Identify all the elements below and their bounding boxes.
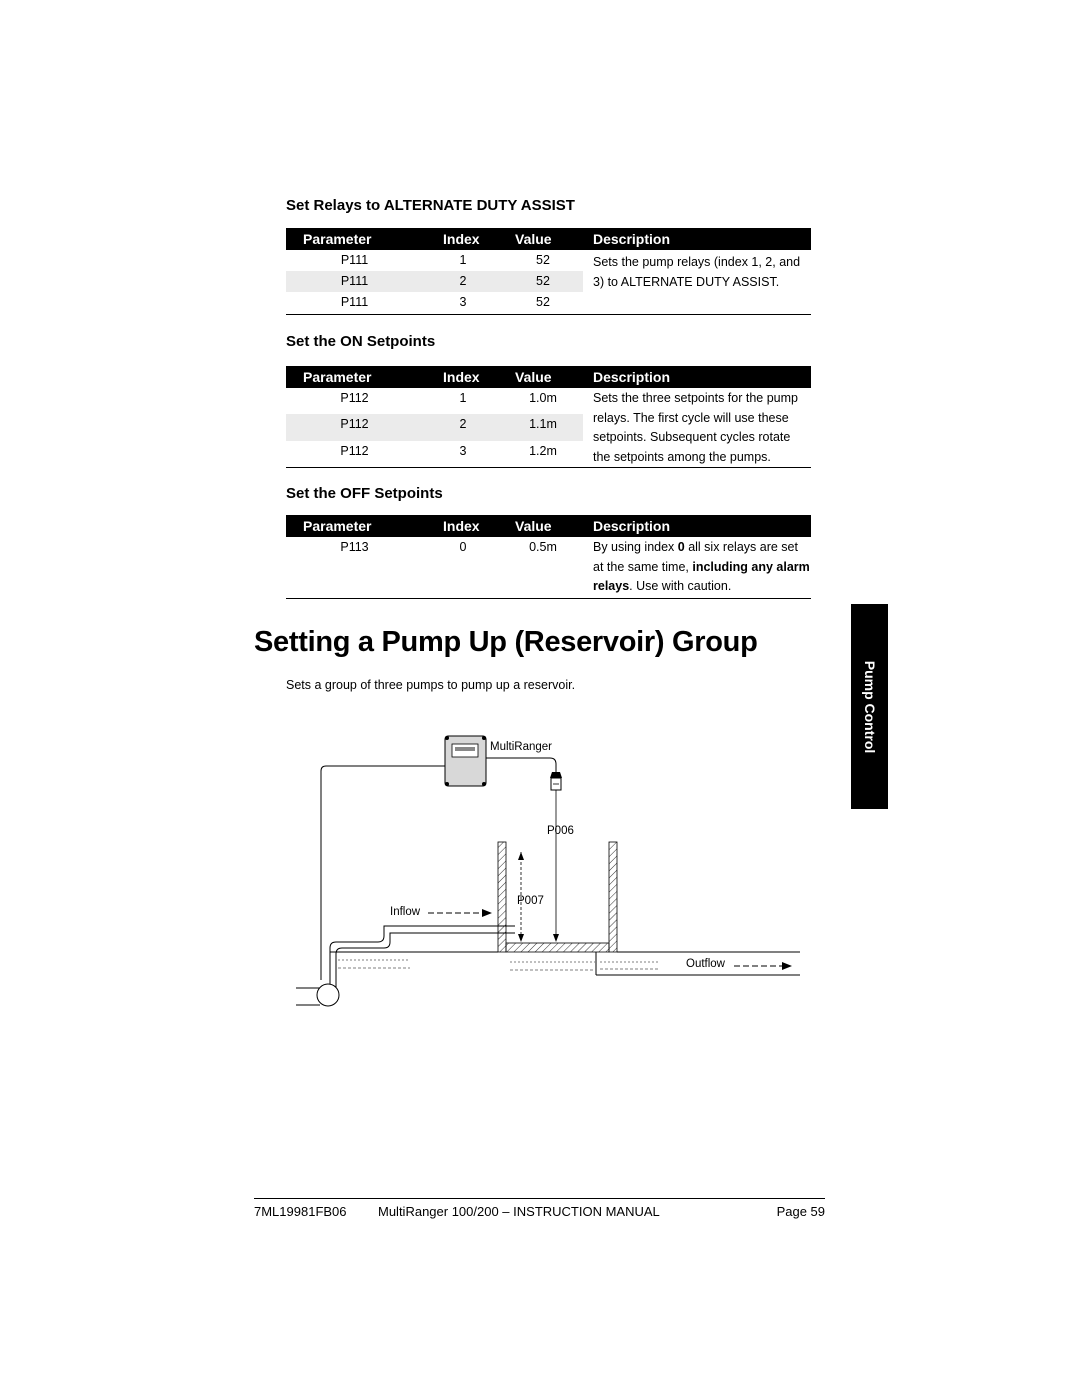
- transducer-cable: [486, 758, 556, 772]
- index-cell: 1: [459, 391, 467, 405]
- description-cell: [583, 537, 811, 597]
- intro-text: Sets a group of three pumps to pump up a reservoir.: [286, 678, 576, 692]
- column-header-value: Value: [503, 366, 583, 388]
- param-cell: P113: [340, 540, 369, 554]
- description-text: all six relays are set at the same time,: [593, 540, 798, 574]
- description-bold-text: including any alarm relays: [593, 559, 810, 593]
- column-header-parameter: Parameter: [286, 515, 423, 537]
- value-cell: 0.5m: [529, 540, 557, 554]
- param-cell: P111: [286, 271, 423, 292]
- param-cell: P112: [286, 414, 423, 440]
- column-header-description: Description: [583, 515, 811, 537]
- side-tab-label: Pump Control: [861, 660, 878, 753]
- pump-icon: [296, 984, 339, 1006]
- description-cell: Sets the three setpoints for the pump relays. The first cycle will use these setpoints. Subsequent cycles rotate the setpoints among the pumps.: [593, 391, 798, 464]
- section-heading-off-setpoints: Set the OFF Setpoints: [286, 485, 443, 502]
- column-header-index: Index: [423, 228, 503, 250]
- value-cell: 1.2m: [529, 443, 557, 458]
- column-header-parameter: Parameter: [286, 366, 423, 388]
- value-cell: 52: [503, 271, 583, 292]
- table-header-row: [286, 515, 811, 537]
- index-cell: 3: [459, 443, 467, 458]
- p007-label: P007: [517, 895, 544, 907]
- column-header-index: Index: [423, 366, 503, 388]
- column-header-parameter: Parameter: [286, 228, 423, 250]
- section-heading-on-setpoints: Set the ON Setpoints: [286, 333, 436, 350]
- table-header-row: [286, 228, 811, 250]
- page-title: Setting a Pump Up (Reservoir) Group: [254, 626, 758, 658]
- multiranger-label: MultiRanger: [490, 741, 552, 753]
- parameter-table-alternate-duty-assist: [286, 228, 811, 313]
- table-row: [286, 250, 811, 271]
- description-bold-text: 0: [677, 540, 685, 554]
- soil-texture: [338, 960, 660, 970]
- column-header-description: Description: [583, 228, 811, 250]
- description-text: By using index: [593, 540, 678, 554]
- description-cell: Sets the pump relays (index 1, 2, and 3) to ALTERNATE DUTY ASSIST.: [593, 255, 801, 289]
- table-header-row: [286, 366, 811, 388]
- table-row: [286, 388, 811, 414]
- column-header-index: Index: [423, 515, 503, 537]
- parameter-table-off-setpoints: [286, 515, 811, 597]
- index-cell: 2: [423, 271, 503, 292]
- table-row: [286, 537, 811, 597]
- description-text: . Use with caution.: [629, 579, 732, 593]
- index-cell: 1: [459, 253, 467, 267]
- table-bottom-rule: [286, 598, 811, 599]
- transducer-icon: [550, 772, 562, 790]
- param-cell: P111: [340, 295, 369, 309]
- multiranger-unit: [445, 736, 486, 786]
- index-cell: 2: [423, 414, 503, 440]
- column-header-value: Value: [503, 515, 583, 537]
- value-cell: 52: [536, 253, 550, 267]
- index-cell: 3: [459, 295, 467, 309]
- table-bottom-rule: [286, 467, 811, 468]
- reservoir-right-wall: [609, 842, 617, 952]
- pump-up-reservoir-diagram: [290, 730, 810, 1020]
- column-header-value: Value: [503, 228, 583, 250]
- column-header-description: Description: [583, 366, 811, 388]
- param-cell: P112: [340, 443, 369, 458]
- value-cell: 1.0m: [529, 391, 557, 405]
- inflow-pipe-inner: [336, 933, 515, 1000]
- chapter-side-tab: [851, 604, 888, 809]
- inflow-pipe-outer: [330, 926, 515, 1000]
- param-cell: P111: [340, 253, 369, 267]
- index-cell: 0: [459, 540, 467, 554]
- section-heading-alternate-duty-assist: Set Relays to ALTERNATE DUTY ASSIST: [286, 197, 575, 214]
- param-cell: P112: [340, 391, 369, 405]
- reservoir-left-wall: [498, 842, 506, 952]
- outflow-label: Outflow: [686, 958, 725, 970]
- table-bottom-rule: [286, 314, 811, 315]
- parameter-table-on-setpoints: [286, 366, 811, 467]
- footer-rule: [254, 1198, 825, 1199]
- p006-label: P006: [547, 825, 574, 837]
- value-cell: 52: [536, 295, 550, 309]
- footer-doc-number: 7ML19981FB06: [254, 1204, 347, 1219]
- inflow-label: Inflow: [390, 906, 421, 918]
- value-cell: 1.1m: [503, 414, 583, 440]
- footer-manual-title: MultiRanger 100/200 – INSTRUCTION MANUAL: [378, 1204, 660, 1219]
- reservoir-floor: [506, 943, 609, 952]
- footer-page-number: Page 59: [776, 1204, 825, 1219]
